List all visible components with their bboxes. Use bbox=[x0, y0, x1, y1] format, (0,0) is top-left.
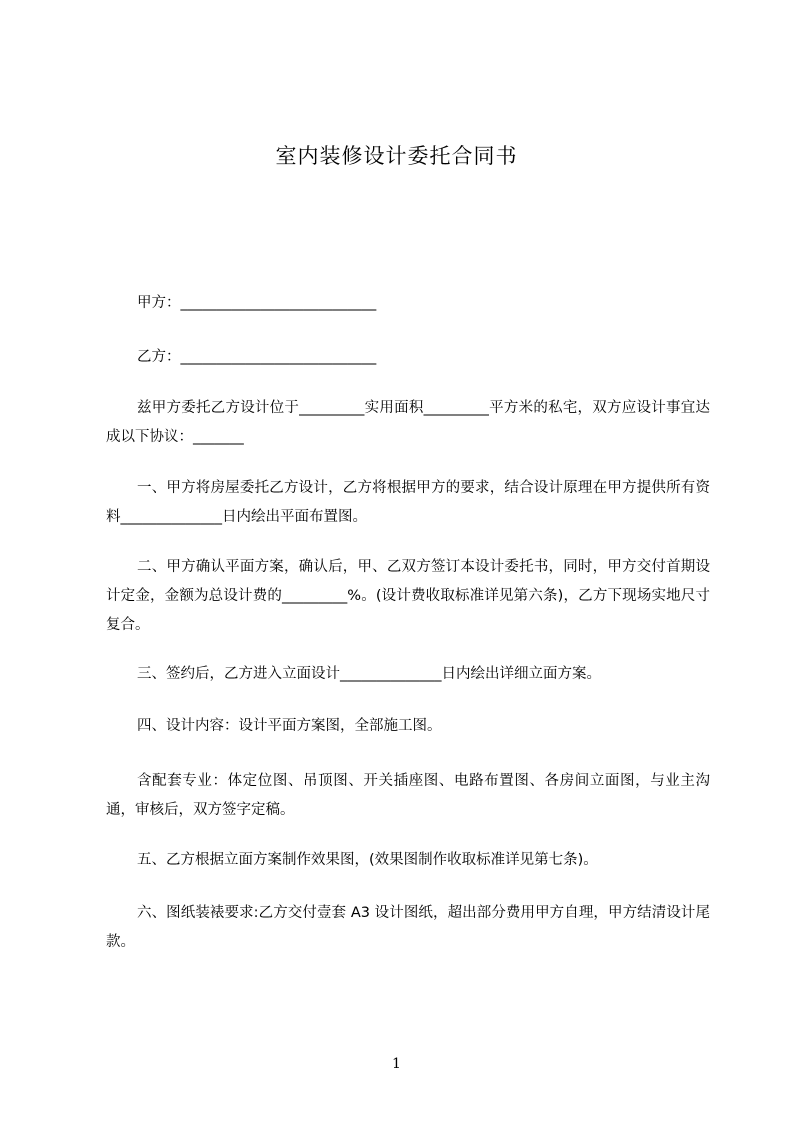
clause-6-paragraph: 六、图纸装裱要求:乙方交付壹套 A3 设计图纸，超出部分费用甲方自理，甲方结清设计尾款。 bbox=[106, 905, 710, 950]
intro-paragraph: 兹甲方委托乙方设计位于_________实用面积_________平方米的私宅，双方应设计事宜达成以下协议：_______ bbox=[106, 400, 710, 445]
clause-1-paragraph: 一、甲方将房屋委托乙方设计，乙方将根据甲方的要求，结合设计原理在甲方提供所有资料______________日内绘出平面布置图。 bbox=[106, 480, 710, 525]
clause-4-paragraph: 四、设计内容：设计平面方案图，全部施工图。 bbox=[137, 718, 442, 734]
clause-3-paragraph: 三、签约后，乙方进入立面设计______________日内绘出详细立面方案。 bbox=[137, 666, 601, 682]
party-a-line: 甲方：___________________________ bbox=[137, 295, 377, 311]
party-b-line: 乙方：___________________________ bbox=[137, 349, 377, 365]
clause-5-paragraph: 五、乙方根据立面方案制作效果图，(效果图制作收取标准详见第七条)。 bbox=[137, 852, 598, 868]
clause-2-paragraph: 二、甲方确认平面方案，确认后，甲、乙双方签订本设计委托书，同时，甲方交付首期设计定金，金额为总设计费的_________%。(设计费收取标准详见第六条)，乙方下现场实地尺寸复合。 bbox=[106, 559, 710, 633]
document-title: 室内装修设计委托合同书 bbox=[275, 144, 518, 168]
supporting-specialties-paragraph: 含配套专业：体定位图、吊顶图、开关插座图、电路布置图、各房间立面图，与业主沟通，审核后，双方签字定稿。 bbox=[106, 773, 710, 818]
page-number: 1 bbox=[392, 1056, 401, 1072]
